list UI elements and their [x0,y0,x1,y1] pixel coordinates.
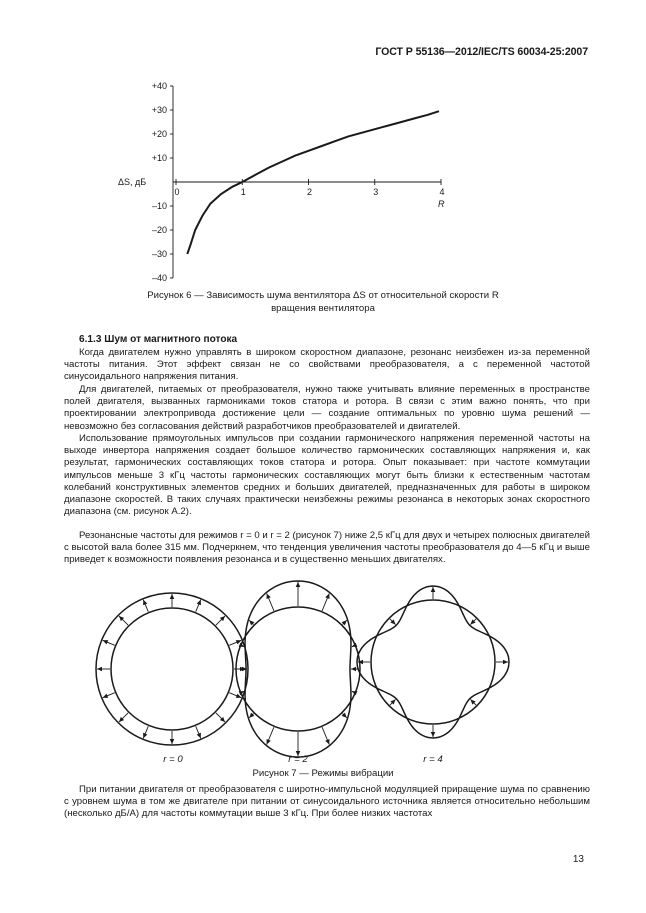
chart-x-tick-label: 3 [373,187,379,197]
mode-arrow-head [431,732,436,737]
paragraph-3: Использование прямоугольных импульсов при создании гармонического напряжения переменной частоты на выходе инвертора напряжения создает большое количество гармонических составляющих напряжения и, как результат, гармонических составляющих токов статора и ротора. Опыт показывает: при частоте коммутации импульсов меньше 3 кГц частоты гармонических составляющих могут быть близки к естественным частотам колебаний конструктивных элементов средних и больших двигателей, предназначенных для работы в широком диапазоне скоростей. В таких случаях практически неизбежны режимы резонанса в некоторых зонах скоростного диапазона (см. рисунок А.2). [64,433,590,518]
chart-x-tick-label: 2 [306,187,313,197]
mode-label-r0: r = 0 [163,754,183,765]
document-header: ГОСТ Р 55136—2012/IEC/TS 60034-25:2007 [375,46,588,58]
mode-arrow-head [170,739,175,744]
mode-arrow-head [249,713,254,718]
paragraph-4: Резонансные частоты для режимов r = 0 и r = 2 (рисунок 7) ниже 2,5 кГц для двух и четырех полюсных двигателей с высотой вала более 315 мм. Подчеркнем, что тенденция увеличения частоты преобразователя до 4—5 кГц и выше приведет к возможности появления резонанса и в существенно меньших двигателях. [64,530,591,566]
mode-arrow-head [97,667,102,672]
figure7-caption: Рисунок 7 — Режимы вибрации [252,768,394,779]
mode-r0-inner-circle [111,608,233,730]
mode-arrow-head [249,620,254,625]
mode-r4-base-circle [371,600,495,724]
mode-arrow-head [342,620,347,625]
chart-y-tick-label: +20 [151,129,167,139]
page-number: 13 [572,854,584,865]
mode-r0-outer-circle [96,593,248,745]
mode-r0-diagram [96,593,248,745]
chart-y-axis-label: ΔS, дБ [118,177,147,187]
mode-r4-deformed-shape [357,586,509,738]
chart-x-tick-label: 0 [174,187,180,197]
figure6-caption-line1: Рисунок 6 — Зависимость шума вентилятора ΔS от относительной скорости R [147,290,499,301]
mode-r4-diagram [357,586,509,738]
chart-y-tick-label: –40 [151,273,167,283]
chart-y-tick-label: –30 [151,249,167,259]
section-title: 6.1.3 Шум от магнитного потока [79,334,238,345]
mode-arrow-head [431,587,436,592]
mode-arrow-head [342,713,347,718]
mode-arrow-head [503,660,508,665]
chart-x-tick-label: 1 [240,187,246,197]
chart-y-tick-label: +40 [151,81,167,91]
paragraph-5: При питании двигателя от преобразователя с широтно-импульсной модуляцией приращение шума по сравнению с уровнем шума в том же двигателе при питании от синусоидального источника является относительно небольшим (несколько дБ/А) для частоты коммутации выше 3 кГц. При более низких частотах [64,784,590,820]
paragraph-1: Когда двигателем нужно управлять в широком скоростном диапазоне, резонанс неизбежен из-за переменной частоты питания. Этот эффект связан не со свойствами преобразователя, а с переменной частотой синусоидального напряжения питания. [64,347,590,383]
figure6-caption-line2: вращения вентилятора [271,303,375,314]
mode-arrow-head [351,667,356,672]
mode-r2-base-circle [236,607,360,731]
chart-x-axis-label: R [438,199,445,209]
paragraph-2: Для двигателей, питаемых от преобразователя, нужно также учитывать влияние переменных в пространстве полей двигателя, вызванных гармониками токов статора и ротора. В связи с этим важно понять, что при проектировании электропривода достижение цели — создание оптимальных по уровню шума решений — невозможно без согласования действий разработчиков преобразователей и двигателей. [64,384,590,432]
chart-x-tick-label: 4 [439,187,445,197]
mode-arrow-head [170,594,175,599]
mode-r2-diagram [236,581,360,757]
mode-label-r2: r = 2 [288,754,308,765]
chart-y-tick-label: –20 [151,225,167,235]
chart-y-tick-label: –10 [151,201,167,211]
mode-arrow-head [296,582,301,587]
chart-y-tick-label: +10 [151,153,167,163]
chart-y-tick-label: +30 [151,105,167,115]
mode-label-r4: r = 4 [423,754,443,765]
